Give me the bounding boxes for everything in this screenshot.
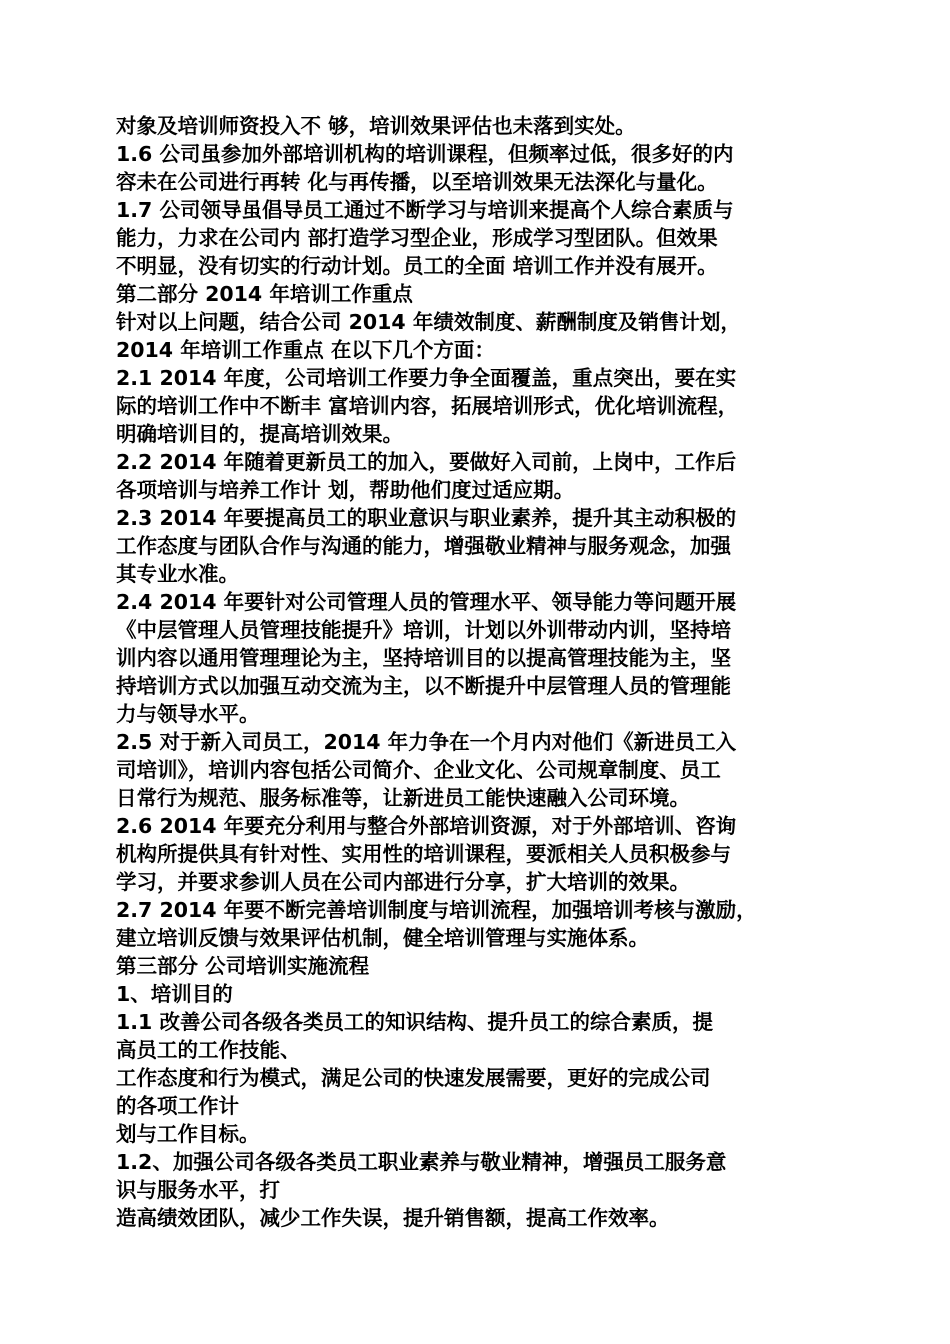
text-line: 高员工的工作技能、	[116, 1038, 301, 1062]
text-line: 不明显，没有切实的行动计划。员工的全面 培训工作并没有展开。	[116, 254, 718, 278]
text-line: 2.2 2014 年随着更新员工的加入，要做好入司前，上岗中，工作后	[116, 450, 737, 474]
text-line: 力与领导水平。	[116, 702, 260, 726]
text-line: 2.4 2014 年要针对公司管理人员的管理水平、领导能力等问题开展	[116, 590, 737, 614]
text-line: 际的培训工作中不断丰 富培训内容，拓展培训形式，优化培训流程，	[116, 394, 739, 418]
text-line: 各项培训与培养工作计 划，帮助他们度过适应期。	[116, 478, 575, 502]
text-line: 建立培训反馈与效果评估机制，健全培训管理与实施体系。	[116, 926, 649, 950]
text-line: 持培训方式以加强互动交流为主，以不断提升中层管理人员的管理能	[116, 674, 731, 698]
text-line: 2.1 2014 年度，公司培训工作要力争全面覆盖，重点突出，要在实	[116, 366, 737, 390]
text-line: 《中层管理人员管理技能提升》培训，计划以外训带动内训，坚持培	[116, 618, 731, 642]
text-line: 1.7 公司领导虽倡导员工通过不断学习与培训来提高个人综合素质与	[116, 198, 734, 222]
document-body	[116, 112, 846, 1232]
text-line: 日常行为规范、服务标准等，让新进员工能快速融入公司环境。	[116, 786, 690, 810]
text-line: 能力，力求在公司内 部打造学习型企业，形成学习型团队。但效果	[116, 226, 718, 250]
text-line: 划与工作目标。	[116, 1122, 260, 1146]
text-line: 造高绩效团队，减少工作失误，提升销售额，提高工作效率。	[116, 1206, 670, 1230]
text-line: 2.3 2014 年要提高员工的职业意识与职业素养，提升其主动积极的	[116, 506, 737, 530]
text-line: 工作态度和行为模式，满足公司的快速发展需要，更好的完成公司	[116, 1066, 711, 1090]
text-line: 对象及培训师资投入不 够，培训效果评估也未落到实处。	[116, 114, 636, 138]
text-line: 2.6 2014 年要充分利用与整合外部培训资源，对于外部培训、咨询	[116, 814, 737, 838]
text-line: 司培训》，培训内容包括公司简介、企业文化、公司规章制度、员工	[116, 758, 721, 782]
subsection-heading: 1、培训目的	[116, 982, 233, 1006]
text-line: 1.2、加强公司各级各类员工职业素养与敬业精神，增强员工服务意	[116, 1150, 727, 1174]
text-line: 1.6 公司虽参加外部培训机构的培训课程，但频率过低，很多好的内	[116, 142, 734, 166]
text-line: 其专业水准。	[116, 562, 239, 586]
text-line: 针对以上问题，结合公司 2014 年绩效制度、薪酬制度及销售计划，	[116, 310, 741, 334]
text-line: 1.1 改善公司各级各类员工的知识结构、提升员工的综合素质，提	[116, 1010, 713, 1034]
text-line: 学习，并要求参训人员在公司内部进行分享，扩大培训的效果。	[116, 870, 690, 894]
text-line: 容未在公司进行再转 化与再传播，以至培训效果无法深化与量化。	[116, 170, 718, 194]
text-line: 识与服务水平，打	[116, 1178, 280, 1202]
text-line: 的各项工作计	[116, 1094, 239, 1118]
text-line: 明确培训目的，提高培训效果。	[116, 422, 403, 446]
text-line: 2.7 2014 年要不断完善培训制度与培训流程，加强培训考核与激励，	[116, 898, 757, 922]
text-line: 训内容以通用管理理论为主，坚持培训目的以提高管理技能为主，坚	[116, 646, 731, 670]
section-heading: 第二部分 2014 年培训工作重点	[116, 282, 413, 306]
text-line: 2.5 对于新入司员工，2014 年力争在一个月内对他们《新进员工入	[116, 730, 737, 754]
text-line: 2014 年培训工作重点 在以下几个方面：	[116, 338, 495, 362]
text-line: 工作态度与团队合作与沟通的能力，增强敬业精神与服务观念，加强	[116, 534, 731, 558]
section-heading: 第三部分 公司培训实施流程	[116, 954, 370, 978]
text-line: 机构所提供具有针对性、实用性的培训课程，要派相关人员积极参与	[116, 842, 731, 866]
